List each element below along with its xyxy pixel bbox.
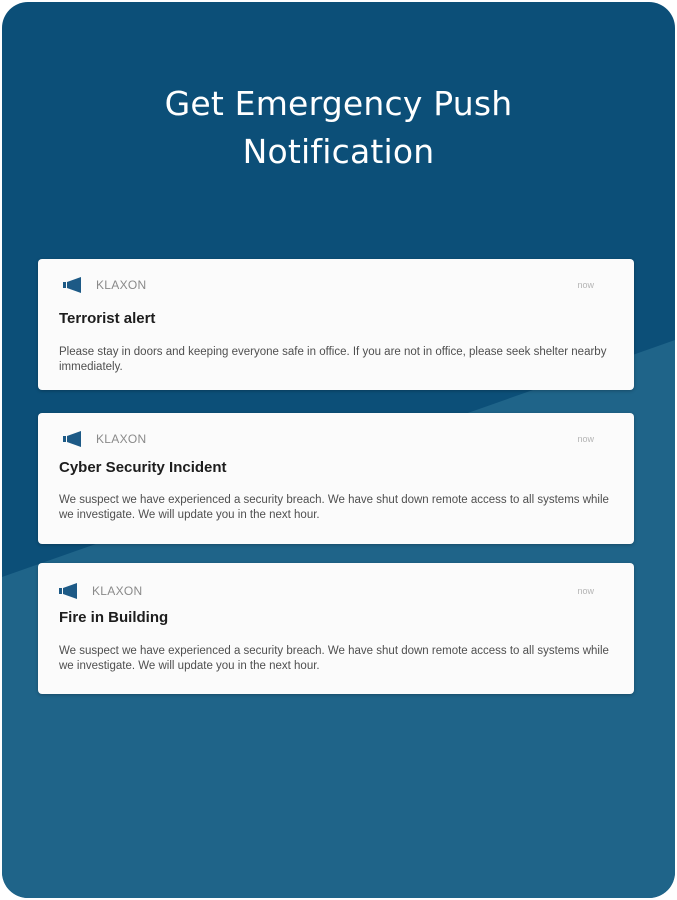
megaphone-icon xyxy=(62,430,84,448)
notification-body: Please stay in doors and keeping everyone safe in office. If you are not in office, please seek shelter nearby immediately. xyxy=(59,346,607,373)
app-name: KLAXON xyxy=(96,432,147,446)
notification-time: now xyxy=(577,280,594,290)
page-title-line-2: Notification xyxy=(242,132,435,171)
notification-title: Terrorist alert xyxy=(59,310,156,327)
notification-card[interactable] xyxy=(38,563,634,694)
notification-time: now xyxy=(577,586,594,596)
notification-header xyxy=(62,430,594,448)
notification-card[interactable] xyxy=(38,413,634,544)
notification-body: We suspect we have experienced a security breach. We have shut down remote access to all systems while we investigate. We will update you in the next hour. xyxy=(59,645,609,672)
megaphone-icon xyxy=(62,276,84,294)
page-title-line-1: Get Emergency Push xyxy=(164,84,513,123)
app-name: KLAXON xyxy=(96,278,147,292)
notification-title: Fire in Building xyxy=(59,609,169,626)
notification-header xyxy=(58,582,594,600)
notification-title: Cyber Security Incident xyxy=(59,459,227,476)
notification-card[interactable] xyxy=(38,259,634,390)
page-title xyxy=(2,80,675,176)
notification-header xyxy=(62,276,594,294)
notification-time: now xyxy=(577,434,594,444)
app-name: KLAXON xyxy=(92,584,143,598)
megaphone-icon xyxy=(58,582,80,600)
notification-body: We suspect we have experienced a security breach. We have shut down remote access to all systems while we investigate. We will update you in the next hour. xyxy=(59,494,609,521)
